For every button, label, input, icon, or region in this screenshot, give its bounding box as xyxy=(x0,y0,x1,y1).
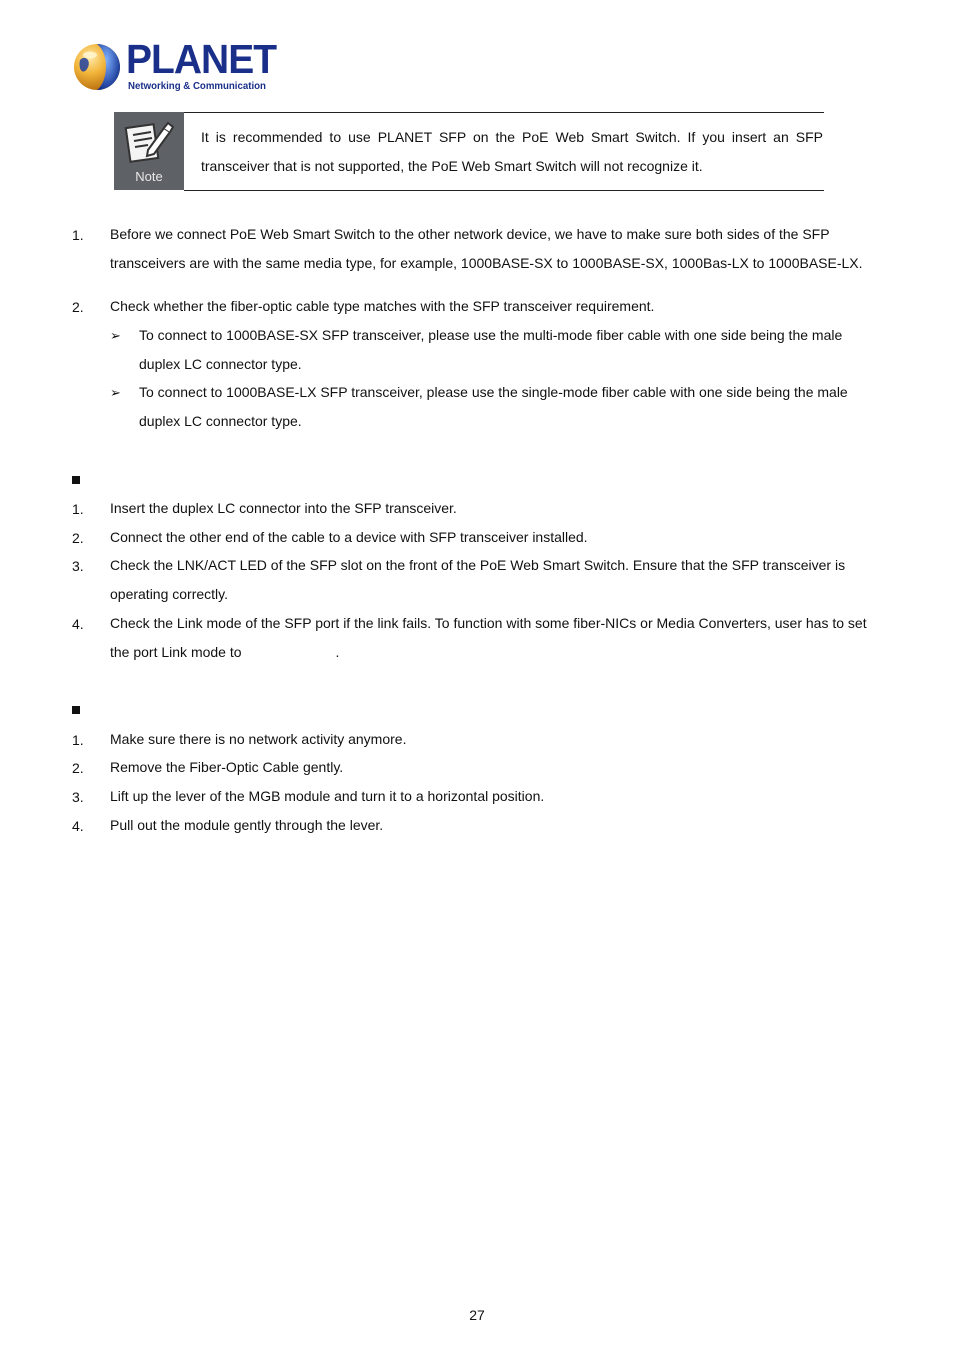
logo-wordmark: PLANET xyxy=(126,36,277,82)
list-item: Check the LNK/ACT LED of the SFP slot on the front of the PoE Web Smart Switch. Ensure that the SFP transceiver is operating correctly. xyxy=(110,557,846,602)
list-item: Check whether the fiber-optic cable type matches with the SFP transceiver requirement. xyxy=(110,298,655,314)
list-item: Connect the other end of the cable to a device with SFP transceiver installed. xyxy=(110,529,588,545)
list-item: Make sure there is no network activity anymore. xyxy=(110,731,407,747)
list-item: Remove the Fiber-Optic Cable gently. xyxy=(110,759,344,775)
list-number: 3. xyxy=(72,789,84,805)
list-item-text: Check the Link mode of the SFP port if the link fails. To function with some fiber-NICs or Media Converters, user has to set the port Link mode to xyxy=(110,615,867,660)
list-item: Before we connect PoE Web Smart Switch to the other network device, we have to make sure both sides of the SFP transceivers are with the same media type, for example, 1000BASE-SX to 1000BASE-SX, 1000Bas-LX to 1000BASE-LX. xyxy=(110,226,863,271)
list-number: 1. xyxy=(72,227,84,243)
section-bullet-icon xyxy=(72,706,80,714)
list-number: 2. xyxy=(72,299,84,315)
note-top-rule xyxy=(184,112,824,113)
sub-list-item: To connect to 1000BASE-LX SFP transceiver, please use the single-mode fiber cable with one side being the male duplex LC connector type. xyxy=(139,384,848,429)
list-number: 4. xyxy=(72,616,84,632)
note-icon-label: Note xyxy=(135,169,163,184)
note-bottom-rule xyxy=(184,190,824,191)
arrow-bullet-icon: ➢ xyxy=(110,385,121,400)
logo-tagline: Networking & Communication xyxy=(128,80,266,92)
list-number: 4. xyxy=(72,818,84,834)
list-number: 1. xyxy=(72,732,84,748)
section-bullet-icon xyxy=(72,476,80,484)
note-icon-box xyxy=(114,112,184,190)
note-text: It is recommended to use PLANET SFP on the PoE Web Smart Switch. If you insert an SFP transceiver that is not supported, the PoE Web Smart Switch will not recognize it. xyxy=(201,129,823,174)
list-number: 1. xyxy=(72,501,84,517)
globe-icon xyxy=(72,42,122,92)
sub-list-item: To connect to 1000BASE-SX SFP transceiver, please use the multi-mode fiber cable with one side being the male duplex LC connector type. xyxy=(139,327,843,372)
list-item-suffix: . xyxy=(335,644,340,660)
list-number: 2. xyxy=(72,530,84,546)
note-pencil-icon xyxy=(124,120,174,164)
list-item: Pull out the module gently through the lever. xyxy=(110,817,384,833)
list-item xyxy=(110,609,885,667)
list-item: Lift up the lever of the MGB module and turn it to a horizontal position. xyxy=(110,788,545,804)
list-number: 2. xyxy=(72,760,84,776)
list-item: Insert the duplex LC connector into the SFP transceiver. xyxy=(110,500,457,516)
list-number: 3. xyxy=(72,558,84,574)
page-number: 27 xyxy=(469,1307,485,1323)
planet-logo xyxy=(72,36,277,96)
arrow-bullet-icon: ➢ xyxy=(110,328,121,343)
